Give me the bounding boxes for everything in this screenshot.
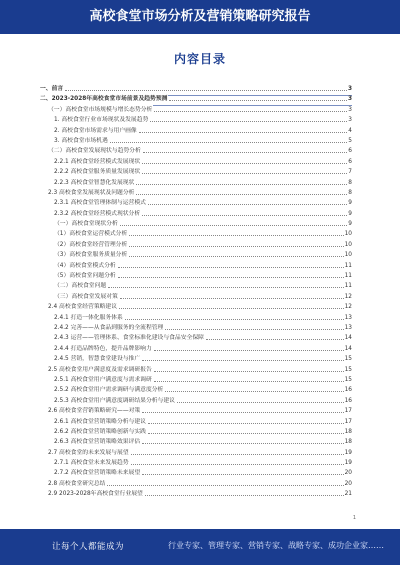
toc-entry[interactable]	[40, 417, 352, 427]
toc-leader-dots	[177, 396, 344, 403]
toc-leader-dots	[165, 323, 343, 330]
toc-entry-page: 15	[344, 376, 352, 383]
toc-entry-title: （5）高校食堂问题分析	[40, 271, 117, 281]
toc-entry-title: 2.8 高校食堂研究总结	[40, 479, 106, 489]
toc-entry[interactable]	[40, 250, 352, 260]
toc-entry-title: 2.4.4 打造品牌特色，提升品牌影响力	[40, 344, 153, 354]
toc-entry-page: 10	[344, 241, 352, 248]
toc-entry-title: （一）高校食堂现状分析	[40, 219, 119, 229]
toc-entry-title: 2.6.1 高校食堂营销策略分析与建议	[40, 417, 147, 427]
toc-entry-page: 15	[344, 366, 352, 373]
toc-entry-title: 2.6.3 高校食堂营销策略效果评估	[40, 437, 141, 447]
toc-entry-title: 2.4 高校食堂经营策略建议	[40, 302, 118, 312]
toc-leader-dots	[136, 188, 347, 195]
toc-leader-dots	[148, 427, 344, 434]
toc-entry-page: 20	[344, 470, 352, 477]
toc-entry[interactable]	[40, 468, 352, 478]
toc-entry-title: 2.5.1 高校食堂用户满意度与需求调研	[40, 375, 153, 385]
toc-entry-title: 2. 高校食堂市场需求与用户画像	[40, 126, 138, 136]
toc-entry-title: （二）高校食堂问题	[40, 281, 107, 291]
toc-leader-dots	[142, 354, 343, 361]
toc-entry[interactable]	[40, 437, 352, 447]
footer-banner	[0, 529, 400, 565]
toc-leader-dots	[136, 178, 347, 185]
toc-entry-page: 11	[344, 283, 352, 290]
toc-entry[interactable]	[40, 157, 352, 167]
toc-entry-title: 一、前言	[40, 84, 64, 94]
toc-leader-dots	[206, 333, 344, 340]
toc-entry-title: 2.7.2 高校食堂营销策略未来展望	[40, 468, 141, 478]
toc-leader-dots	[154, 105, 347, 112]
toc-entry-title: 2.4.5 营销，智慧食堂建设与推广	[40, 354, 141, 364]
toc-entry-page: 7	[348, 169, 352, 176]
toc-entry-title: 2.4.2 完善——从食品到服务的全流程管理	[40, 323, 164, 333]
toc-leader-dots	[110, 136, 348, 143]
toc-entry-title: 2.5.2 高校食堂用户需求调研与满意度分析	[40, 385, 164, 395]
toc-entry-title: 2.5 高校食堂用户满意度及需求调研报告	[40, 365, 153, 375]
toc-leader-dots	[145, 489, 344, 496]
toc-entry-title: （2）高校食堂经营管理分析	[40, 240, 128, 250]
toc-leader-dots	[129, 229, 343, 236]
toc-leader-dots	[108, 281, 343, 288]
toc-leader-dots	[142, 167, 347, 174]
toc-entry[interactable]	[40, 396, 352, 406]
toc-entry[interactable]	[40, 375, 352, 385]
toc-leader-dots	[148, 417, 344, 424]
toc-entry-page: 6	[348, 158, 352, 165]
toc-entry-title: （3）高校食堂服务质量分析	[40, 250, 128, 260]
toc-entry[interactable]	[40, 84, 352, 94]
toc-entry[interactable]	[40, 344, 352, 354]
toc-entry-title: （二）高校食堂发展现状与趋势分析	[40, 146, 142, 156]
toc-entry-title: 2.3.2 高校食堂经营模式现状分析	[40, 209, 141, 219]
toc-leader-dots	[154, 365, 344, 372]
toc-entry[interactable]	[40, 229, 352, 239]
toc-entry-page: 19	[344, 449, 352, 456]
toc-entry-page: 19	[344, 460, 352, 467]
toc-leader-dots	[65, 84, 347, 91]
toc-entry-page: 14	[344, 345, 352, 352]
toc-entry-title: （4）高校食堂模式分析	[40, 261, 117, 271]
toc-entry-title: 2.6 高校食堂营销策略研究——对策	[40, 406, 141, 416]
toc-entry-title: （1）高校食堂运营模式分析	[40, 229, 128, 239]
footer-slogan: 让每个人都能成为	[52, 542, 125, 552]
toc-leader-dots	[154, 375, 344, 382]
toc-entry[interactable]	[40, 354, 352, 364]
toc-entry-title: 2.2.2 高校食堂服务质量发展现状	[40, 167, 141, 177]
toc-entry-page: 11	[344, 273, 352, 280]
toc-entry-page: 4	[348, 127, 352, 134]
toc-leader-dots	[150, 115, 347, 122]
toc-entry-page: 20	[344, 480, 352, 487]
toc-entry[interactable]	[40, 136, 352, 146]
toc-entry[interactable]	[40, 333, 352, 343]
toc-entry-title: 2.3 高校食堂发展现状及问题分析	[40, 188, 135, 198]
toc-leader-dots	[169, 94, 347, 101]
toc-entry-title: 二、2023-2028年高校食堂市场前景及趋势预测	[40, 94, 168, 104]
toc-leader-dots	[129, 240, 343, 247]
toc-entry-page: 3	[348, 106, 352, 113]
toc-leader-dots	[131, 448, 344, 455]
toc-entry[interactable]	[40, 302, 352, 312]
toc-leader-dots	[120, 292, 344, 299]
toc-leader-dots	[118, 271, 344, 278]
toc-entry-title: 2.9 2023-2028年高校食堂行业展望	[40, 489, 144, 499]
toc-entry[interactable]	[40, 385, 352, 395]
toc-leader-dots	[142, 468, 343, 475]
toc-entry[interactable]	[40, 115, 352, 125]
toc-entry-page: 17	[344, 408, 352, 415]
toc-entry-page: 3	[348, 117, 352, 124]
toc-entry-page: 11	[344, 262, 352, 269]
toc-entry[interactable]	[40, 427, 352, 437]
toc-entry-page: 13	[344, 324, 352, 331]
toc-entry-page: 8	[348, 189, 352, 196]
toc-entry-page: 3	[347, 96, 352, 103]
toc-entry-page: 10	[344, 252, 352, 259]
toc-leader-dots	[118, 261, 344, 268]
toc-entry[interactable]	[40, 126, 352, 136]
toc-entry-title: 2.7 高校食堂的未来发展与展望	[40, 448, 130, 458]
toc-entry-title: 2.4.1 打造一体化服务体系	[40, 313, 124, 323]
toc-entry-title: 2.4.3 运营——管理体系、食堂标准化建设与食品安全保障	[40, 333, 205, 343]
toc-leader-dots	[107, 479, 343, 486]
toc-entry[interactable]	[40, 240, 352, 250]
toc-entry[interactable]	[40, 313, 352, 323]
toc-entry[interactable]	[40, 209, 352, 219]
toc-entry-page: 8	[348, 179, 352, 186]
toc-leader-dots	[154, 344, 344, 351]
toc-entry[interactable]	[40, 167, 352, 177]
toc-leader-dots	[125, 313, 344, 320]
toc-entry[interactable]	[40, 448, 352, 458]
toc-entry-page: 10	[344, 231, 352, 238]
toc-entry[interactable]	[40, 479, 352, 489]
toc-entry[interactable]	[40, 281, 352, 291]
toc-entry-title: 2.6.2 高校食堂营销策略创新与实践	[40, 427, 147, 437]
toc-entry-page: 12	[344, 304, 352, 311]
toc-entry-title: （一）高校食堂市场规模与增长态势分析	[40, 105, 153, 115]
toc-leader-dots	[119, 302, 344, 309]
page-number: 1	[352, 515, 356, 521]
toc-entry[interactable]	[40, 178, 352, 188]
toc-entry[interactable]	[40, 365, 352, 375]
toc-entry-page: 13	[344, 314, 352, 321]
toc-entry-title: 1. 高校食堂行业市场现状及发展趋势	[40, 115, 149, 125]
toc-entry-page: 6	[348, 148, 352, 155]
toc-entry[interactable]	[40, 489, 352, 499]
toc-entry[interactable]	[40, 146, 352, 156]
toc-entry-page: 12	[344, 293, 352, 300]
toc-entry[interactable]	[40, 261, 352, 271]
toc-entry[interactable]	[40, 292, 352, 302]
table-of-contents	[40, 84, 352, 500]
toc-entry[interactable]	[40, 198, 352, 208]
toc-leader-dots	[143, 146, 348, 153]
toc-entry-title: 3. 高校食堂市场机遇	[40, 136, 109, 146]
toc-leader-dots	[129, 250, 343, 257]
toc-leader-dots	[142, 157, 347, 164]
toc-entry-title: 2.2.3 高校食堂智慧化发展现状	[40, 178, 135, 188]
toc-leader-dots	[139, 126, 348, 133]
toc-entry-page: 15	[344, 356, 352, 363]
toc-leader-dots	[165, 385, 343, 392]
toc-entry-title: 2.5.3 高校食堂用户满意度调研结果分析与建议	[40, 396, 176, 406]
toc-entry[interactable]	[40, 188, 352, 198]
toc-entry-page: 14	[344, 335, 352, 342]
toc-entry-page: 18	[344, 428, 352, 435]
toc-entry[interactable]	[40, 94, 352, 104]
toc-entry-title: 2.2.1 高校食堂经营模式发展现状	[40, 157, 141, 167]
toc-entry[interactable]	[40, 406, 352, 416]
toc-leader-dots	[142, 406, 343, 413]
report-title: 高校食堂市场分析及营销策略研究报告	[89, 9, 311, 24]
toc-leader-dots	[120, 219, 348, 226]
toc-entry-page: 3	[347, 86, 352, 92]
toc-leader-dots	[142, 437, 343, 444]
footer-tagline: 行业专家、管理专家、营销专家、战略专家、成功企业家……	[168, 541, 384, 550]
toc-entry-page: 18	[344, 439, 352, 446]
toc-entry[interactable]	[40, 271, 352, 281]
toc-entry-page: 17	[344, 418, 352, 425]
toc-entry-page: 9	[348, 200, 352, 207]
toc-entry-page: 21	[344, 491, 352, 498]
toc-entry-page: 5	[348, 137, 352, 144]
toc-entry-page: 16	[344, 397, 352, 404]
toc-entry-title: （三）高校食堂发展对策	[40, 292, 119, 302]
toc-title: 内容目录	[173, 52, 226, 66]
toc-entry-page: 9	[348, 210, 352, 217]
toc-leader-dots	[148, 198, 347, 205]
toc-entry-title: 2.3.1 高校食堂管理体制与运营模式	[40, 198, 147, 208]
toc-leader-dots	[131, 458, 344, 465]
toc-entry-page: 9	[348, 221, 352, 228]
toc-entry-page: 16	[344, 387, 352, 394]
toc-entry-title: 2.7.1 高校食堂未来发展趋势	[40, 458, 130, 468]
toc-entry[interactable]	[40, 458, 352, 468]
toc-entry[interactable]	[40, 105, 352, 115]
toc-entry[interactable]	[40, 323, 352, 333]
report-header	[0, 0, 400, 34]
toc-leader-dots	[142, 209, 347, 216]
toc-entry[interactable]	[40, 219, 352, 229]
